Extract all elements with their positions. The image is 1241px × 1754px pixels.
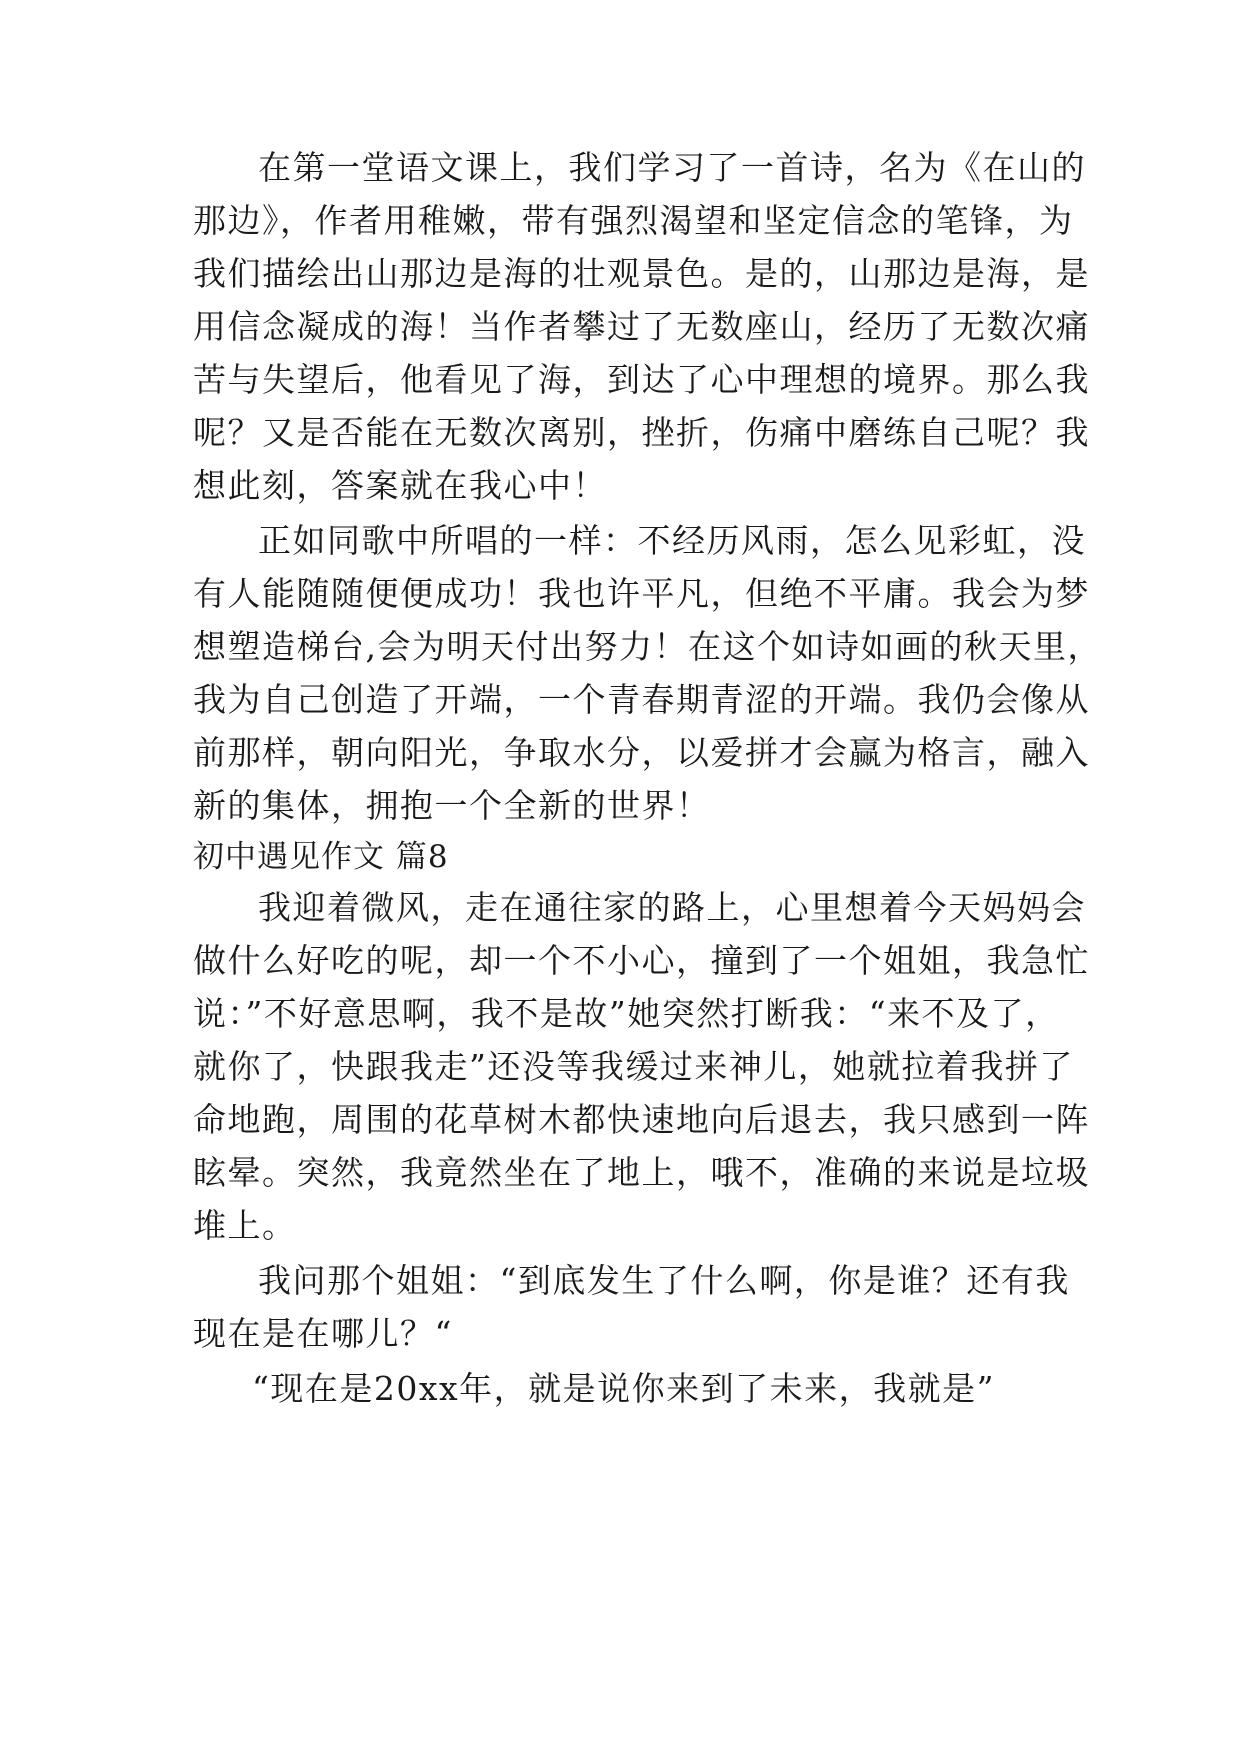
paragraph-line: 眩晕。突然，我竟然坐在了地上，哦不，准确的来说是垃圾: [193, 1153, 1090, 1192]
paragraph-line: 我问那个姐姐：“到底发生了什么啊，你是谁？还有我: [258, 1261, 1070, 1300]
paragraph-line: 做什么好吃的呢，却一个不小心，撞到了一个姐姐，我急忙: [193, 941, 1090, 980]
paragraph-line: 我迎着微风，走在通往家的路上，心里想着今天妈妈会: [258, 888, 1086, 927]
paragraph-line: 苦与失望后，他看见了海，到达了心中理想的境界。那么我: [193, 360, 1090, 399]
paragraph-line: 我为自己创造了开端，一个青春期青涩的开端。我仍会像从: [193, 680, 1090, 719]
paragraph-line: “现在是20xx年，就是说你来到了未来，我就是”: [252, 1369, 995, 1408]
paragraph-line: 新的集体，拥抱一个全新的世界！: [193, 786, 711, 825]
paragraph-line: 命地跑，周围的花草树木都快速地向后退去，我只感到一阵: [193, 1100, 1090, 1139]
paragraph-line: 想塑造梯台,会为明天付出努力！在这个如诗如画的秋天里，: [193, 627, 1102, 666]
paragraph-line: 说：”不好意思啊，我不是故”她突然打断我：“来不及了，: [193, 994, 1060, 1033]
paragraph-line: 前那样，朝向阳光，争取水分，以爱拼才会赢为格言，融入: [193, 733, 1090, 772]
paragraph-line: 堆上。: [193, 1206, 297, 1245]
paragraph-line: 用信念凝成的海！当作者攀过了无数座山，经历了无数次痛: [193, 307, 1090, 346]
paragraph-line: 有人能随随便便成功！我也许平凡，但绝不平庸。我会为梦: [193, 574, 1090, 613]
paragraph-line: 现在是在哪儿？“: [193, 1314, 453, 1353]
paragraph-line: 想此刻，答案就在我心中！: [193, 466, 607, 505]
paragraph-line: 呢？又是否能在无数次离别，挫折，伤痛中磨练自己呢？我: [193, 413, 1090, 452]
section-heading: 初中遇见作文 篇8: [193, 839, 449, 875]
paragraph-line: 在第一堂语文课上，我们学习了一首诗，名为《在山的: [258, 148, 1086, 187]
paragraph-line: 我们描绘出山那边是海的壮观景色。是的，山那边是海，是: [193, 254, 1090, 293]
paragraph-line: 那边》，作者用稚嫩，带有强烈渴望和坚定信念的笔锋，为: [193, 201, 1074, 240]
paragraph-line: 就你了，快跟我走”还没等我缓过来神儿，她就拉着我拼了: [193, 1047, 1074, 1086]
paragraph-line: 正如同歌中所唱的一样：不经历风雨，怎么见彩虹，没: [258, 521, 1086, 560]
